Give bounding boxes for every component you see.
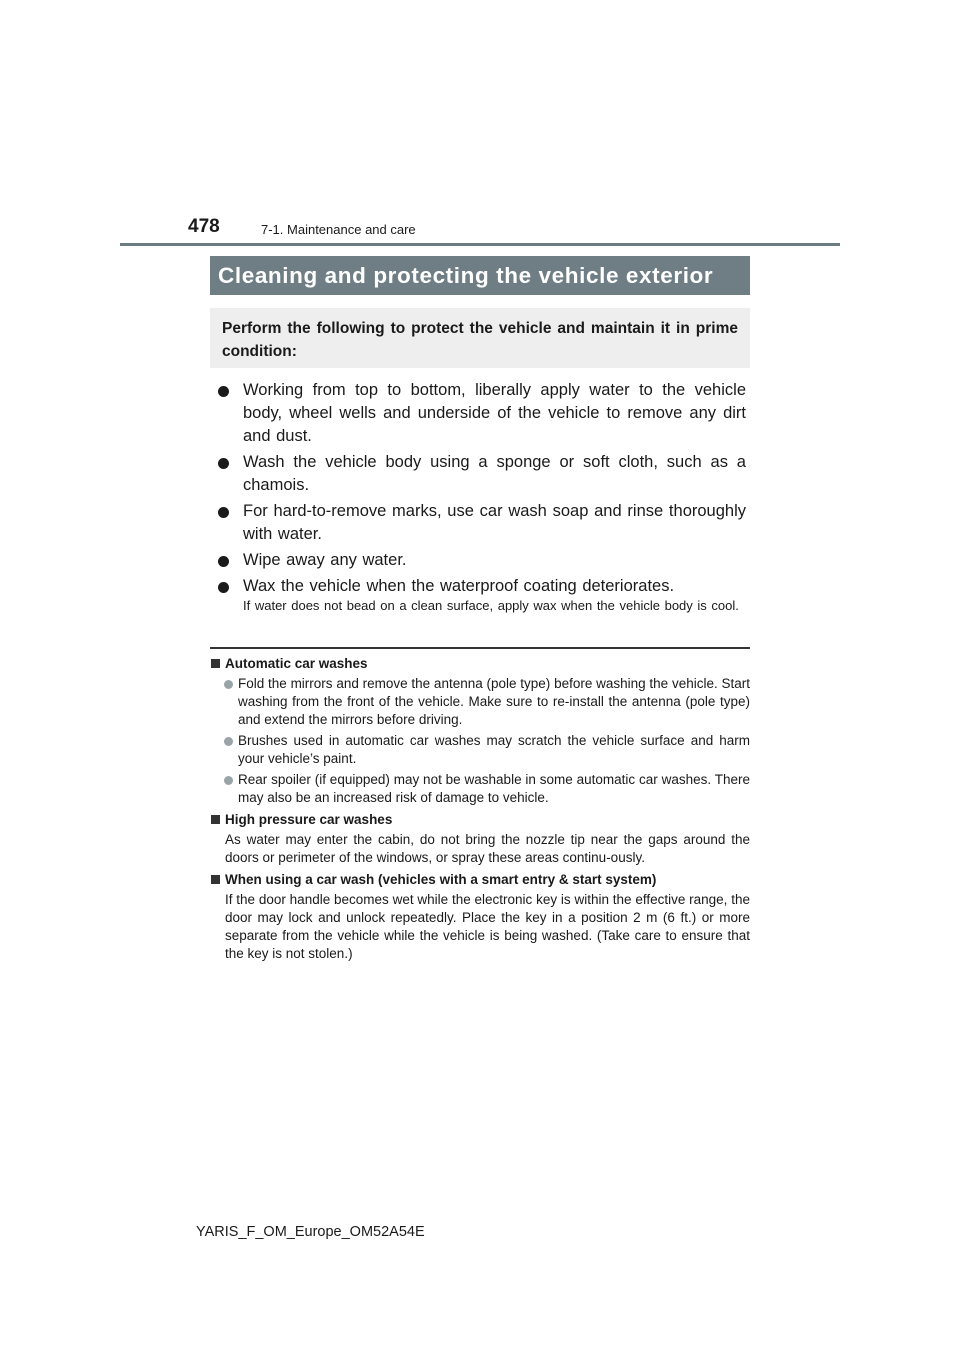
footer-code: YARIS_F_OM_Europe_OM52A54E (196, 1224, 425, 1240)
list-item (210, 771, 750, 807)
notes-area (210, 655, 750, 967)
bullet-text: Wax the vehicle when the waterproof coating deteriorates. (243, 577, 675, 595)
sub-heading (210, 655, 750, 672)
section-label: 7-1. Maintenance and care (261, 222, 416, 237)
wax-note: If water does not bead on a clean surface, apply wax when the vehicle body is cool. (243, 598, 739, 613)
sub-heading-text: When using a car wash (vehicles with a smart entry & start system) (225, 872, 657, 887)
square-bullet-icon (211, 815, 220, 824)
list-item (216, 549, 746, 572)
list-item (210, 732, 750, 768)
dot-icon (224, 737, 233, 746)
sub-heading (210, 811, 750, 828)
sub-heading-text: High pressure car washes (225, 812, 393, 827)
divider (210, 647, 750, 649)
bullet-text: Wipe away any water. (243, 551, 407, 569)
bullet-icon (218, 458, 229, 469)
paragraph: As water may enter the cabin, do not bring the nozzle tip near the gaps around the doors or perimeter of the windows, or spray these areas continu-ously. (225, 832, 750, 865)
bullet-icon (218, 386, 229, 397)
list-item (216, 379, 746, 448)
sub-heading-text: Automatic car washes (225, 656, 368, 671)
square-bullet-icon (211, 875, 220, 884)
page-title: Cleaning and protecting the vehicle exterior (210, 256, 750, 295)
bullet-icon (218, 507, 229, 518)
paragraph: If the door handle becomes wet while the electronic key is within the effective range, the door may lock and unlock repeatedly. Place the key in a position 2 m (6 ft.) or more separate from the vehicle while the vehicle is being washed. (Take care to ensure that the key is not stolen.) (225, 892, 750, 961)
bullet-icon (218, 556, 229, 567)
sub-item-text: Brushes used in automatic car washes may scratch the vehicle surface and harm your vehicle’s paint. (238, 733, 750, 766)
intro-box: Perform the following to protect the vehicle and maintain it in prime condition: (210, 308, 750, 368)
bullet-text: Working from top to bottom, liberally apply water to the vehicle body, wheel wells and underside of the vehicle to remove any dirt and dust. (243, 381, 746, 445)
smart-entry-section (210, 871, 750, 963)
header-rule (120, 243, 840, 246)
bullet-text: For hard-to-remove marks, use car wash soap and rinse thoroughly with water. (243, 502, 746, 543)
high-pressure-section (210, 811, 750, 867)
bullet-icon (218, 582, 229, 593)
sub-heading (210, 871, 750, 888)
sub-item-text: Rear spoiler (if equipped) may not be washable in some automatic car washes. There may also be an increased risk of damage to vehicle. (238, 772, 750, 805)
bullet-list (216, 379, 746, 601)
list-item (216, 575, 746, 598)
sub-list (210, 675, 750, 807)
square-bullet-icon (211, 659, 220, 668)
list-item (216, 500, 746, 546)
automatic-car-washes-section (210, 655, 750, 807)
dot-icon (224, 680, 233, 689)
sub-item-text: Fold the mirrors and remove the antenna (pole type) before washing the vehicle. Start washing from the front of the vehicle. Make sure to re-install the antenna (pole type) and extend the mirrors before driving. (238, 676, 750, 727)
page-number: 478 (188, 216, 220, 237)
list-item (216, 451, 746, 497)
dot-icon (224, 776, 233, 785)
bullet-text: Wash the vehicle body using a sponge or soft cloth, such as a chamois. (243, 453, 746, 494)
list-item (210, 675, 750, 729)
